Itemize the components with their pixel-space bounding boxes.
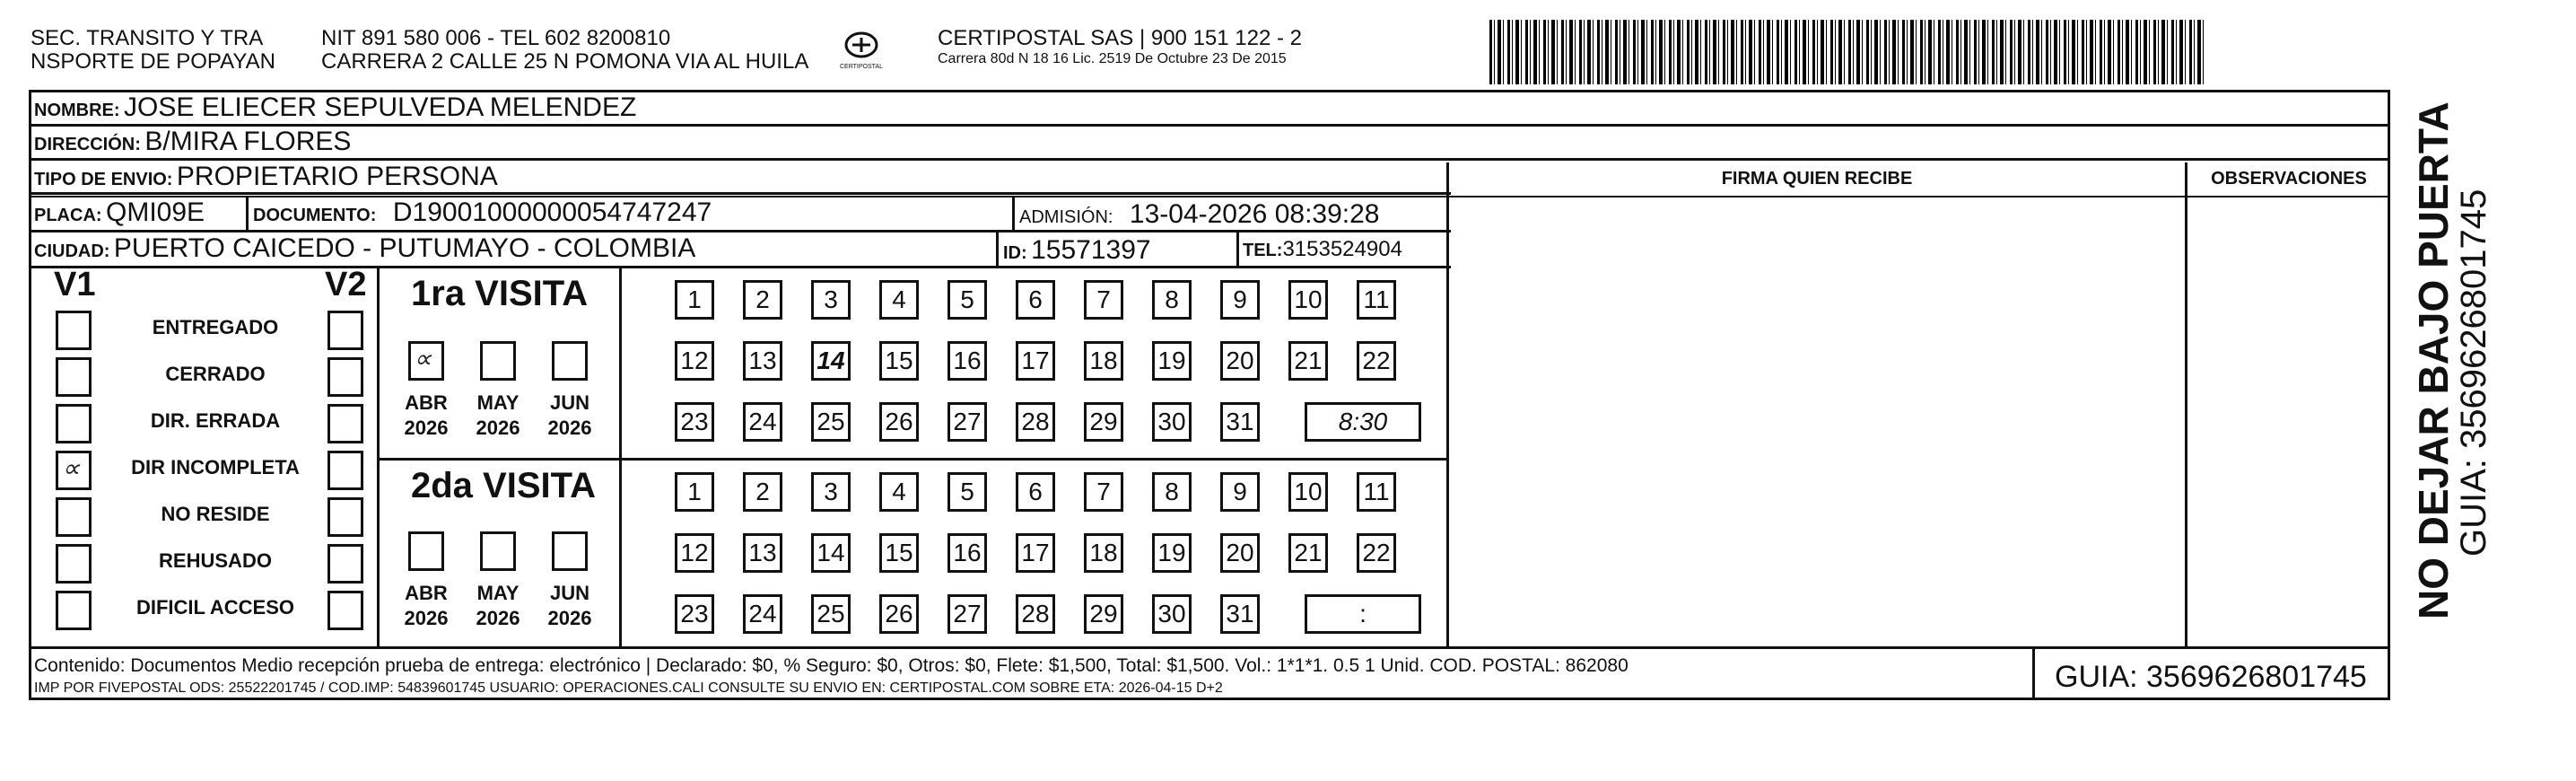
status-option-label: DIR INCOMPLETA bbox=[131, 456, 300, 478]
day-box[interactable]: 24 bbox=[743, 402, 782, 442]
day-box[interactable]: 19 bbox=[1152, 533, 1192, 573]
day-box[interactable]: 21 bbox=[1288, 533, 1328, 573]
admision-value: 13-04-2026 08:39:28 bbox=[1129, 199, 1380, 229]
month-checkbox[interactable] bbox=[408, 341, 444, 381]
id-value: 15571397 bbox=[1031, 235, 1151, 265]
day-box[interactable]: 3 bbox=[811, 472, 851, 512]
visit2-title: 2da VISITA bbox=[411, 466, 596, 505]
no-dejar-bajo-puerta: NO DEJAR BAJO PUERTA bbox=[2410, 101, 2457, 619]
day-box[interactable]: 26 bbox=[879, 402, 919, 442]
v2-checkbox[interactable] bbox=[327, 591, 363, 630]
day-box[interactable]: 29 bbox=[1084, 594, 1123, 634]
day-box[interactable]: 7 bbox=[1084, 472, 1123, 512]
day-box[interactable]: 31 bbox=[1220, 402, 1260, 442]
footer-guia: GUIA: 3569626801745 bbox=[2055, 660, 2367, 694]
placa-value: QMI09E bbox=[106, 197, 205, 227]
nombre-row bbox=[34, 92, 636, 123]
day-box[interactable]: 27 bbox=[947, 594, 987, 634]
v2-checkbox[interactable] bbox=[327, 544, 363, 584]
side-guia: GUIA: 3569626801745 bbox=[2454, 189, 2493, 557]
v1-label: V1 bbox=[54, 266, 96, 303]
nit-line: NIT 891 580 006 - TEL 602 8200810 bbox=[321, 26, 671, 50]
day-box[interactable]: 17 bbox=[1016, 341, 1055, 381]
footer-content-line: Contenido: Documentos Medio recepción prueba de entrega: electrónico | Declarado: $0, % Seguro: $0, Otros: $0, Flete: $1,500, Total: $1,500. Vol.: 1*1*1. 0.5 1 Unid. COD. POSTAL: 862080 bbox=[34, 655, 1629, 676]
day-box[interactable]: 31 bbox=[1220, 594, 1260, 634]
day-box[interactable]: 1 bbox=[675, 280, 714, 320]
documento-value: D19001000000054747247 bbox=[392, 197, 712, 227]
month-checkbox[interactable] bbox=[480, 341, 516, 381]
admision-row bbox=[1019, 199, 1379, 230]
divider bbox=[2185, 162, 2187, 648]
day-box[interactable]: 10 bbox=[1288, 472, 1328, 512]
day-box[interactable]: 4 bbox=[879, 280, 919, 320]
day-box[interactable]: 13 bbox=[743, 533, 782, 573]
day-box[interactable]: 16 bbox=[947, 341, 987, 381]
day-box[interactable]: 9 bbox=[1220, 472, 1260, 512]
month-label: JUN bbox=[549, 391, 589, 414]
direccion-label: DIRECCIÓN: bbox=[34, 135, 141, 154]
v2-checkbox[interactable] bbox=[327, 404, 363, 443]
day-box[interactable]: 24 bbox=[743, 594, 782, 634]
day-box[interactable]: 29 bbox=[1084, 402, 1123, 442]
v2-label: V2 bbox=[325, 266, 367, 303]
divider bbox=[996, 232, 999, 268]
documento-row bbox=[253, 197, 712, 228]
divider bbox=[1446, 196, 2390, 197]
v2-checkbox[interactable] bbox=[327, 311, 363, 350]
certipostal-logo bbox=[830, 31, 893, 81]
tipo-value: PROPIETARIO PERSONA bbox=[176, 162, 498, 191]
divider bbox=[1236, 232, 1239, 268]
day-box[interactable]: 16 bbox=[947, 533, 987, 573]
day-box[interactable]: 11 bbox=[1357, 472, 1396, 512]
month-label: ABR bbox=[405, 391, 448, 414]
placa-row bbox=[34, 197, 205, 228]
day-box[interactable]: 15 bbox=[879, 533, 919, 573]
divider bbox=[1012, 197, 1015, 231]
tipo-row bbox=[34, 162, 498, 192]
day-box[interactable]: 22 bbox=[1357, 341, 1396, 381]
day-box[interactable]: 3 bbox=[811, 280, 851, 320]
admision-label: ADMISIÓN: bbox=[1019, 207, 1113, 227]
year-label: 2026 bbox=[404, 607, 449, 629]
v2-checkbox[interactable] bbox=[327, 357, 363, 397]
day-box[interactable]: 6 bbox=[1016, 472, 1055, 512]
day-box[interactable]: 13 bbox=[743, 341, 782, 381]
day-box[interactable]: 12 bbox=[675, 341, 714, 381]
day-box[interactable]: 22 bbox=[1357, 533, 1396, 573]
nit-block bbox=[321, 27, 808, 74]
day-box[interactable]: 27 bbox=[947, 402, 987, 442]
divider bbox=[29, 646, 2390, 649]
year-label: 2026 bbox=[547, 607, 592, 629]
sender-block bbox=[31, 27, 275, 74]
day-box[interactable]: 4 bbox=[879, 472, 919, 512]
tel-label: TEL: bbox=[1243, 241, 1283, 260]
tel-value: 3153524904 bbox=[1282, 237, 1402, 261]
divider bbox=[2032, 648, 2035, 700]
day-box[interactable]: 30 bbox=[1152, 402, 1192, 442]
day-box[interactable]: 25 bbox=[811, 594, 851, 634]
day-box[interactable]: 5 bbox=[947, 472, 987, 512]
day-box[interactable]: 28 bbox=[1016, 594, 1055, 634]
ciudad-row bbox=[34, 233, 695, 264]
v1-checkbox[interactable] bbox=[56, 404, 92, 443]
tipo-label: TIPO DE ENVIO: bbox=[34, 170, 173, 189]
v2-checkbox[interactable] bbox=[327, 497, 363, 537]
day-box[interactable]: 18 bbox=[1084, 533, 1123, 573]
sender-line-1: SEC. TRANSITO Y TRA bbox=[31, 26, 264, 50]
visit1-title: 1ra VISITA bbox=[411, 274, 589, 313]
year-label: 2026 bbox=[547, 417, 592, 439]
ciudad-label: CIUDAD: bbox=[34, 241, 110, 261]
month-label: JUN bbox=[549, 582, 589, 604]
company-block bbox=[938, 27, 1302, 68]
direccion-row bbox=[34, 127, 351, 157]
address-line: CARRERA 2 CALLE 25 N POMONA VIA AL HUILA bbox=[321, 49, 809, 74]
day-box[interactable]: 5 bbox=[947, 280, 987, 320]
observaciones-label: OBSERVACIONES bbox=[2211, 169, 2367, 189]
month-checkbox[interactable] bbox=[408, 531, 444, 571]
id-label: ID: bbox=[1003, 243, 1027, 263]
tel-row bbox=[1243, 237, 1402, 262]
day-box[interactable]: 12 bbox=[675, 533, 714, 573]
day-box[interactable]: 11 bbox=[1357, 280, 1396, 320]
day-box[interactable]: 21 bbox=[1288, 341, 1328, 381]
day-box[interactable]: 26 bbox=[879, 594, 919, 634]
divider bbox=[379, 458, 1448, 461]
day-box[interactable]: 17 bbox=[1016, 533, 1055, 573]
month-checkbox[interactable] bbox=[552, 341, 588, 381]
footer-imp-line: IMP POR FIVEPOSTAL ODS: 25522201745 / COD.IMP: 54839601745 USUARIO: OPERACIONES.CALI CONSULTE SU ENVIO EN: CERTIPOSTAL.COM SOBRE ETA: 2026-04-15 D+2 bbox=[34, 680, 1223, 696]
day-box[interactable]: 6 bbox=[1016, 280, 1055, 320]
month-checkbox[interactable] bbox=[552, 531, 588, 571]
status-option-label: ENTREGADO bbox=[152, 316, 279, 338]
day-box[interactable]: 2 bbox=[743, 472, 782, 512]
day-box[interactable]: 15 bbox=[879, 341, 919, 381]
v1-checkbox[interactable] bbox=[56, 497, 92, 537]
day-box[interactable]: 9 bbox=[1220, 280, 1260, 320]
day-box[interactable]: 8 bbox=[1152, 280, 1192, 320]
time-box[interactable]: : bbox=[1305, 594, 1421, 634]
day-box[interactable]: 1 bbox=[675, 472, 714, 512]
v1-checkbox[interactable] bbox=[56, 311, 92, 350]
status-option-label: DIFICIL ACCESO bbox=[135, 596, 294, 619]
day-box[interactable]: 20 bbox=[1220, 341, 1260, 381]
check-mark: ∝ bbox=[62, 454, 81, 482]
divider bbox=[1446, 162, 1449, 648]
v1-checkbox[interactable] bbox=[56, 357, 92, 397]
day-box[interactable]: 8 bbox=[1152, 472, 1192, 512]
nombre-label: NOMBRE: bbox=[34, 101, 120, 120]
day-box[interactable]: 14 bbox=[811, 533, 851, 573]
year-label: 2026 bbox=[404, 417, 449, 439]
status-option-label: DIR. ERRADA bbox=[150, 409, 281, 432]
day-box[interactable]: 23 bbox=[675, 594, 714, 634]
company-line-2: Carrera 80d N 18 16 Lic. 2519 De Octubre 23 De 2015 bbox=[938, 51, 1287, 66]
id-row bbox=[1003, 235, 1151, 266]
month-checkbox[interactable] bbox=[480, 531, 516, 571]
status-option-label: CERRADO bbox=[165, 363, 266, 385]
divider bbox=[29, 158, 2390, 161]
v2-checkbox[interactable] bbox=[327, 451, 363, 490]
direccion-value: B/MIRA FLORES bbox=[144, 127, 352, 156]
year-label: 2026 bbox=[476, 607, 520, 629]
nombre-value: JOSE ELIECER SEPULVEDA MELENDEZ bbox=[124, 92, 637, 122]
day-box[interactable]: 30 bbox=[1152, 594, 1192, 634]
month-label: MAY bbox=[476, 582, 520, 604]
status-option-label: REHUSADO bbox=[159, 549, 272, 572]
year-label: 2026 bbox=[476, 417, 520, 439]
v1-checkbox[interactable] bbox=[56, 591, 92, 630]
check-mark: ∝ bbox=[414, 345, 432, 373]
day-box[interactable]: 10 bbox=[1288, 280, 1328, 320]
day-box[interactable]: 19 bbox=[1152, 341, 1192, 381]
day-box[interactable]: 2 bbox=[743, 280, 782, 320]
time-box[interactable]: 8:30 bbox=[1305, 402, 1421, 442]
status-option-label: NO RESIDE bbox=[161, 503, 270, 525]
day-box[interactable]: 23 bbox=[675, 402, 714, 442]
sender-line-2: NSPORTE DE POPAYAN bbox=[31, 49, 275, 74]
barcode bbox=[1489, 20, 2207, 84]
divider bbox=[29, 124, 2390, 127]
month-label: MAY bbox=[476, 391, 520, 414]
day-box[interactable]: 18 bbox=[1084, 341, 1123, 381]
logo-text: CERTIPOSTAL bbox=[840, 64, 883, 70]
v1-checkbox[interactable] bbox=[56, 544, 92, 584]
logo-icon bbox=[843, 31, 879, 59]
firma-label: FIRMA QUIEN RECIBE bbox=[1721, 169, 1913, 189]
placa-label: PLACA: bbox=[34, 206, 102, 225]
v1-checkbox[interactable] bbox=[56, 451, 92, 490]
documento-label: DOCUMENTO: bbox=[253, 206, 377, 225]
day-box[interactable]: 28 bbox=[1016, 402, 1055, 442]
day-box[interactable]: 7 bbox=[1084, 280, 1123, 320]
divider bbox=[29, 192, 1451, 195]
day-box[interactable]: 14 bbox=[811, 341, 851, 381]
day-box[interactable]: 25 bbox=[811, 402, 851, 442]
divider bbox=[246, 197, 249, 231]
ciudad-value: PUERTO CAICEDO - PUTUMAYO - COLOMBIA bbox=[113, 233, 696, 263]
day-box[interactable]: 20 bbox=[1220, 533, 1260, 573]
company-line-1: CERTIPOSTAL SAS | 900 151 122 - 2 bbox=[938, 26, 1302, 50]
month-label: ABR bbox=[405, 582, 448, 604]
